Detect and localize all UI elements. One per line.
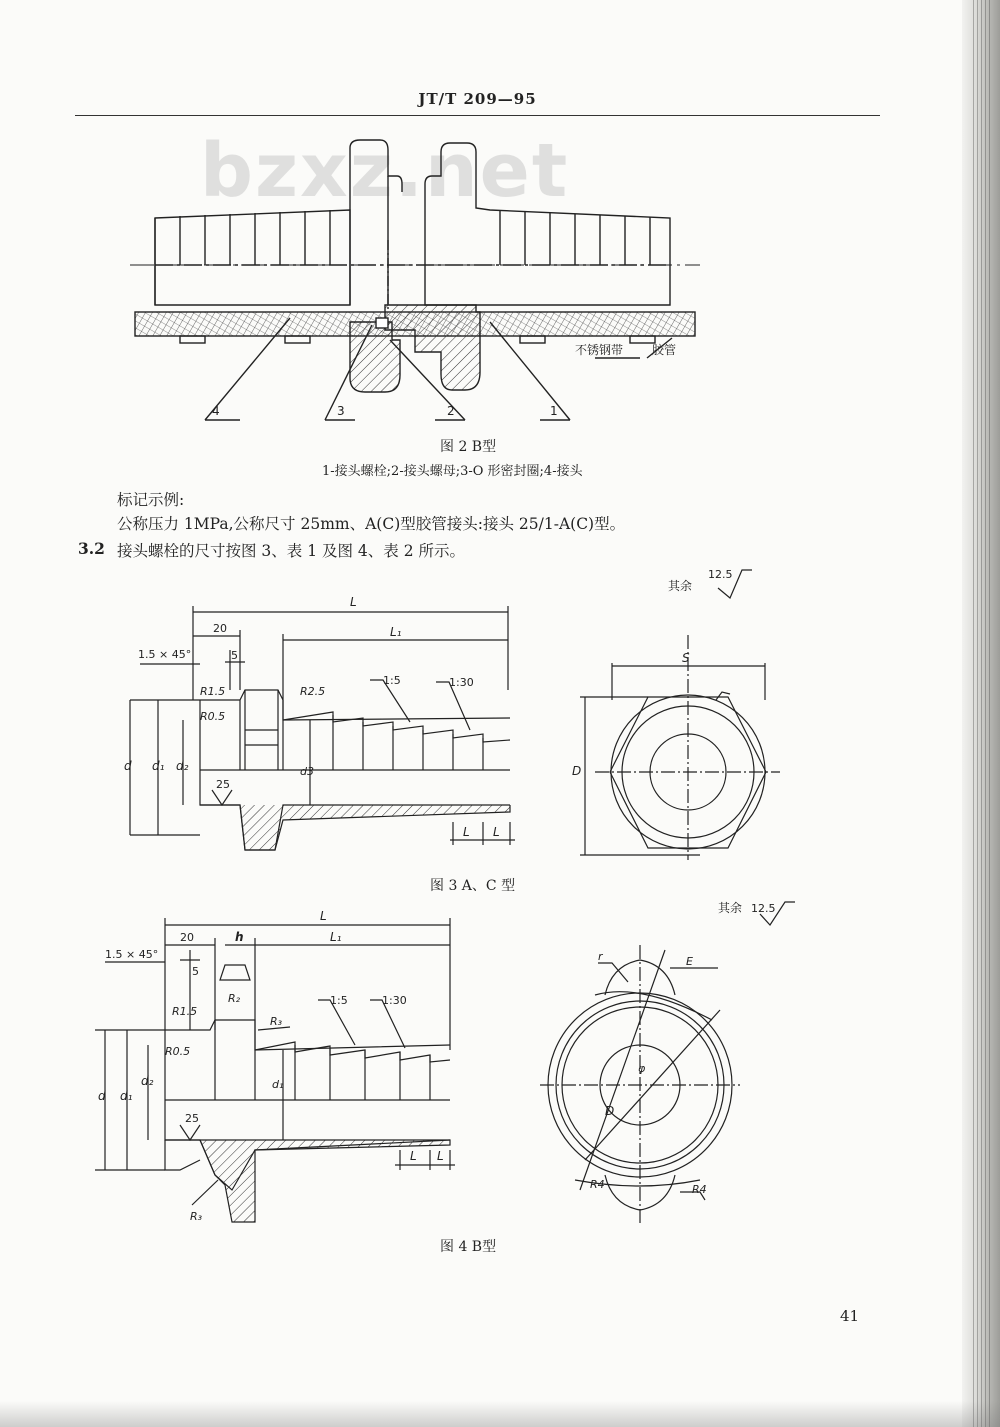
fig4-R2: R₂ [228,992,241,1005]
fig4-dim-L1: L₁ [330,930,342,944]
page-number: 41 [840,1307,860,1325]
figure-2-legend: 1-接头螺栓;2-接头螺母;3-O 形密封圈;4-接头 [322,464,583,479]
callout-1: 1 [550,404,558,418]
fig3-dim-20: 20 [213,622,227,635]
fig3-dim-L-barb-1: L [463,825,470,839]
fig3-dim-S: S [682,651,690,665]
figure-4-caption: 图 4 B型 [440,1239,497,1255]
fig4-dim-d1-inner: d₁ [272,1078,284,1091]
fig4-R4-right: R4 [692,1183,707,1196]
section-text: 接头螺栓的尺寸按图 3、表 1 及图 4、表 2 所示。 [117,542,466,560]
fig4-dim-d2: d₂ [141,1074,154,1088]
fig3-dim-d: d [124,759,132,773]
fig3-dim-d2: d₂ [176,759,189,773]
fig3-roughness-25: 25 [216,778,230,791]
watermark: bzxz.net [200,128,570,214]
figure-3-caption: 图 3 A、C 型 [430,878,516,894]
page-header: JT/T 209—95 [418,90,537,108]
label-steel-band: 不锈钢带 [575,343,624,357]
fig3-roughness-value: 12.5 [708,568,733,581]
fig4-dim-E: E [686,955,693,968]
fig3-dim-L-barb-2: L [493,825,500,839]
fig4-dim-D: D [605,1104,615,1118]
fig4-rest-label: 其余 [718,901,743,915]
callout-3: 3 [337,404,345,418]
fig4-chamfer: 1.5 × 45° [105,948,159,961]
fig3-dim-D: D [572,764,582,778]
section-number: 3.2 [78,539,105,558]
fig4-dim-5: 5 [192,965,199,978]
example-heading: 标记示例: [117,491,185,509]
fig4-R3-bottom: R₃ [190,1210,203,1223]
fig3-r15: R1.5 [200,685,226,698]
fig3-dim-L: L [350,595,357,609]
fig4-dim-20: 20 [180,931,194,944]
fig3-dim-d3: d3 [300,765,314,778]
fig4-dim-h: h [235,930,244,944]
fig4-taper-1-5: 1:5 [330,994,348,1007]
fig3-r05: R0.5 [200,710,226,723]
fig3-chamfer: 1.5 × 45° [138,648,192,661]
fig3-dim-5: 5 [231,649,238,662]
fig4-taper-1-30: 1:30 [382,994,407,1007]
callout-4: 4 [212,404,220,418]
example-text: 公称压力 1MPa,公称尺寸 25mm、A(C)型胶管接头:接头 25/1-A(C)型。 [117,515,626,533]
fig3-taper-1-5: 1:5 [383,674,401,687]
label-hose: 胶管 [652,343,677,357]
fig4-r05: R0.5 [165,1045,191,1058]
callout-2: 2 [447,404,455,418]
fig4-dim-r: r [598,950,603,963]
fig3-dim-d1: d₁ [152,759,165,773]
fig4-dim-phi: φ [638,1062,646,1075]
fig4-roughness-value: 12.5 [751,902,776,915]
fig3-dim-L1: L₁ [390,625,402,639]
fig4-dim-d: d [98,1089,106,1103]
fig3-taper-1-30: 1:30 [449,676,474,689]
fig4-dim-L-barb-1: L [410,1149,417,1163]
scan-shadow [0,1401,1000,1427]
fig3-r25: R2.5 [300,685,326,698]
fig4-R4-left: R4 [590,1178,605,1191]
fig4-r15: R1.5 [172,1005,198,1018]
fig4-R3-top: R₃ [270,1015,283,1028]
fig4-dim-L-barb-2: L [437,1149,444,1163]
fig4-dim-d1: d₁ [120,1089,133,1103]
fig4-dim-L: L [320,909,327,923]
fig4-roughness-25: 25 [185,1112,199,1125]
figure-2-caption: 图 2 B型 [440,439,497,455]
fig3-rest-label: 其余 [668,579,693,593]
